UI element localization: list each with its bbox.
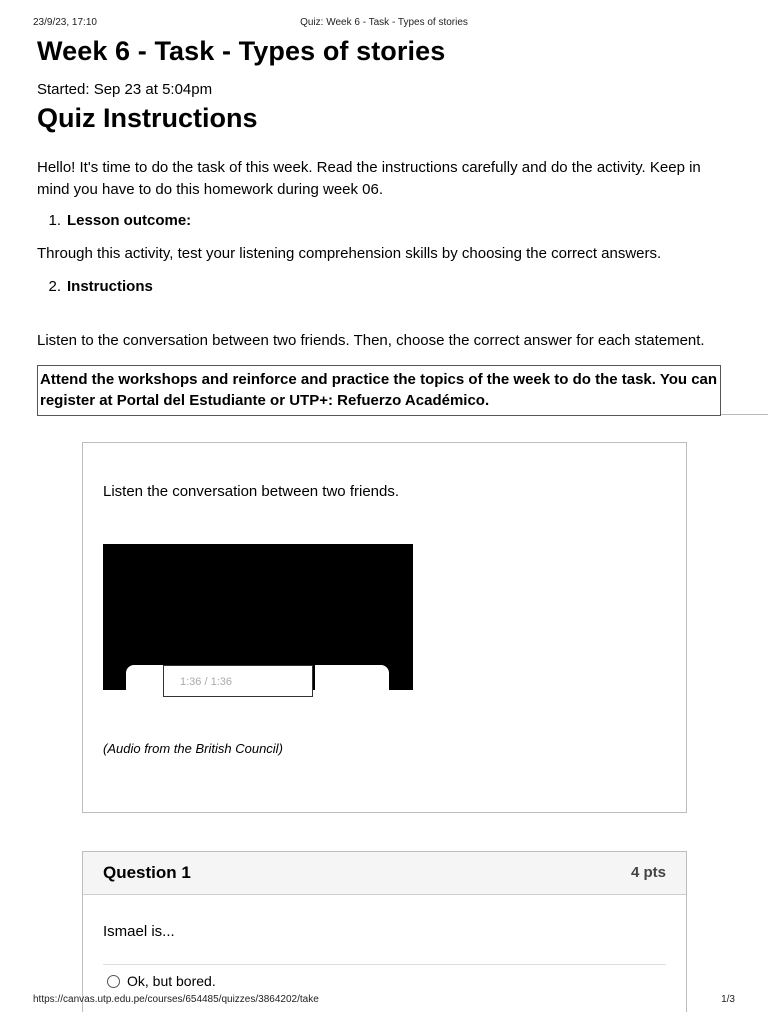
question-header xyxy=(83,852,686,895)
print-header xyxy=(33,17,735,31)
page-url: https://canvas.utp.edu.pe/courses/654485/quizzes/3864202/take xyxy=(33,994,319,1005)
list-label: Instructions xyxy=(67,278,153,295)
question-card xyxy=(82,851,687,1012)
print-document-title: Quiz: Week 6 - Task - Types of stories xyxy=(300,17,468,28)
workshop-notice: Attend the workshops and reinforce and practice the topics of the week to do the task. You can register at Portal del Estudiante or UTP+: Refuerzo Académico. xyxy=(37,365,721,416)
audio-time-display[interactable]: 1:36 / 1:36 xyxy=(163,665,313,697)
divider xyxy=(721,414,768,415)
outcome-text: Through this activity, test your listening comprehension skills by choosing the correct answers. xyxy=(37,245,662,262)
page-title: Week 6 - Task - Types of stories xyxy=(37,36,446,66)
listen-instruction: Listen to the conversation between two friends. Then, choose the correct answer for each statement. xyxy=(37,332,705,349)
answer-option[interactable] xyxy=(107,973,216,989)
list-number: 2. xyxy=(48,278,61,295)
print-footer xyxy=(33,994,735,1008)
audio-credit: (Audio from the British Council) xyxy=(103,741,283,756)
page-number: 1/3 xyxy=(721,994,735,1005)
intro-paragraph: Hello! It's time to do the task of this week. Read the instructions carefully and do the activity. Keep in mind you have to do this homework during week 06. xyxy=(37,159,701,198)
player-control-right xyxy=(315,665,389,690)
divider xyxy=(103,964,666,965)
started-timestamp: Started: Sep 23 at 5:04pm xyxy=(37,81,213,98)
question-name: Question 1 xyxy=(103,863,191,882)
audio-prompt: Listen the conversation between two friends. xyxy=(103,483,400,500)
audio-card xyxy=(82,442,687,813)
list-label: Lesson outcome: xyxy=(67,212,192,229)
answer-option-label: Ok, but bored. xyxy=(127,973,216,989)
instructions-heading: Quiz Instructions xyxy=(37,103,258,133)
audio-player[interactable] xyxy=(103,544,413,690)
list-number: 1. xyxy=(48,212,61,229)
list-item-lesson-outcome xyxy=(37,212,191,229)
radio-button[interactable] xyxy=(107,975,120,988)
question-text: Ismael is... xyxy=(103,923,175,940)
print-datetime: 23/9/23, 17:10 xyxy=(33,17,97,28)
list-item-instructions xyxy=(37,278,153,295)
question-points: 4 pts xyxy=(630,864,666,881)
player-control-left xyxy=(126,665,164,690)
